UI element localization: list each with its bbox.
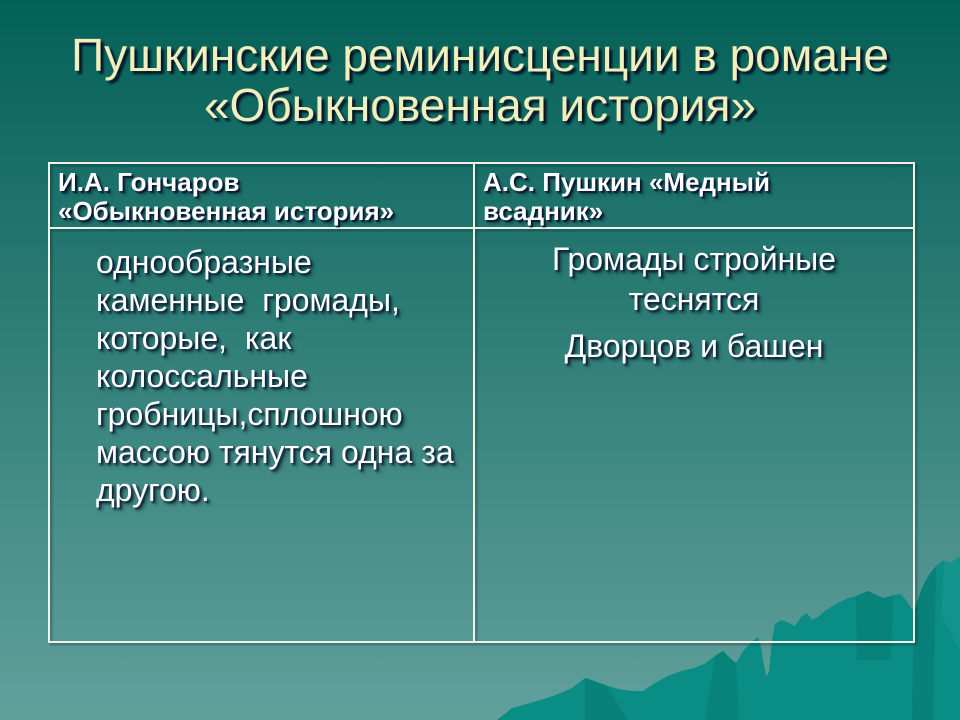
text-line: однообразные — [96, 244, 312, 280]
text-line: колоссальные — [96, 358, 308, 394]
text-line: каменные громады, — [96, 282, 400, 318]
header-cell-goncharov — [50, 164, 475, 227]
mountain-highlight-facet — [941, 556, 960, 650]
pushkin-quote-part-1 — [481, 239, 907, 319]
mountain-shade-facet — [585, 678, 628, 720]
table-body-row — [50, 229, 913, 641]
body-cell-goncharov-quote — [50, 229, 475, 641]
mountain-shade-facet — [705, 651, 739, 720]
pushkin-quote-part-2 — [481, 326, 907, 366]
text-line: всадник» — [483, 196, 604, 226]
text-line: Пушкинские реминисценции в романе — [71, 29, 889, 81]
mountain-shade-facet — [912, 566, 936, 720]
body-cell-pushkin-quote — [475, 229, 913, 641]
text-line: Громады стройные — [551, 241, 837, 277]
text-line: теснятся — [628, 281, 760, 317]
comparison-table — [48, 162, 915, 643]
text-line: гробницы,сплошною — [96, 396, 403, 432]
text-line: Дворцов и башен — [564, 328, 824, 364]
text-line: которые, как — [96, 320, 292, 356]
table-header-row — [50, 164, 913, 229]
text-line: массою тянутся одна за — [96, 434, 454, 470]
text-line: другою. — [96, 472, 210, 508]
text-line: А.С. Пушкин «Медный — [483, 167, 770, 197]
slide-title — [0, 0, 960, 130]
text-line: «Обыкновенная история» — [58, 196, 395, 226]
header-cell-pushkin — [475, 164, 913, 227]
text-line: И.А. Гончаров — [58, 167, 240, 197]
text-line: «Обыкновенная история» — [203, 79, 757, 131]
